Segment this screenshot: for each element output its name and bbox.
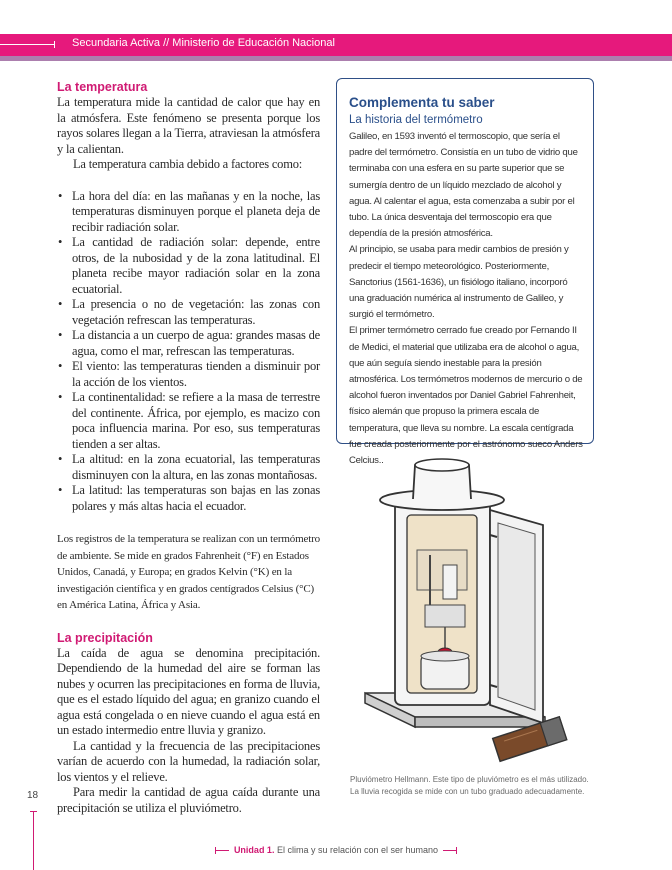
header-title: Secundaria Activa // Ministerio de Educación Nacional bbox=[72, 37, 335, 49]
box-title: Complementa tu saber bbox=[349, 95, 495, 110]
margin-rule-tick bbox=[30, 811, 37, 812]
temperatura-factors-lead: La temperatura cambia debido a factores como: bbox=[73, 157, 303, 171]
main-column bbox=[57, 79, 320, 816]
pluviometer-illustration bbox=[345, 455, 590, 767]
precipitacion-p2: La cantidad y la frecuencia de las precipitaciones varían de acuerdo con la humedad, la radiación solar, los vientos y el relieve. bbox=[57, 738, 320, 784]
margin-rule bbox=[33, 811, 34, 870]
list-item: • La presencia o no de vegetación: las zonas con vegetación refrescan las temperaturas. bbox=[57, 297, 320, 328]
precipitacion-p3: Para medir la cantidad de agua caída durante una precipitación se utiliza el pluviómetro. bbox=[57, 785, 320, 815]
list-item: • La latitud: las temperaturas son bajas en las zonas polares y más altas hacia el ecuador. bbox=[57, 483, 320, 514]
figure-caption: Pluviómetro Hellmann. Este tipo de pluviómetro es el más utilizado. La lluvia recogida se mide con un tubo graduado adecuadamente. bbox=[350, 775, 589, 796]
list-item: • La hora del día: en las mañanas y en la noche, las temperaturas disminuyen porque el planeta deja de recibir radiación solar. bbox=[57, 189, 320, 236]
box-paragraph: Galileo, en 1593 inventó el termoscopio, que sería el padre del termómetro. Consistía en un tubo de vidrio que terminaba con una esfera en su parte superior que se sumergía dentro de un líquido mezclado de alcohol y agua. Al calentar el agua, esta comenzaba a subir por el tubo. La única desventaja del termoscopio era que dependía de la presión atmosférica. bbox=[349, 131, 578, 240]
precipitacion-p1: La caída de agua se denomina precipitación. Dependiendo de la humedad del aire se forman las nubes y ocurren las precipitaciones en forma de lluvia, que es el estado líquido del agua; en granizo cuando el agua está congelada o en nieve cuando el agua está en un estado intermedio entre lluvia y granizo. bbox=[57, 645, 320, 737]
list-item: • El viento: las temperaturas tienden a disminuir por la acción de los vientos. bbox=[57, 359, 320, 390]
box-subtitle: La historia del termómetro bbox=[349, 114, 483, 126]
footer-title: El clima y su relación con el ser humano bbox=[276, 845, 439, 855]
temperatura-registros: Los registros de la temperatura se realizan con un termómetro de ambiente. Se mide en grados Fahrenheit (°F) en Estados Unidos, Canadá, y Europa; en grados Kelvin (°K) en la investigación científica y en grados centígrados Celsius (°C) en América Latina, África y Asia. bbox=[57, 533, 320, 611]
section-title-precipitacion: La precipitación bbox=[57, 630, 153, 645]
footer-unit: Unidad 1. bbox=[233, 845, 275, 855]
header-rule-tick bbox=[54, 41, 55, 48]
header-rule bbox=[0, 44, 54, 45]
box-paragraph: El primer termómetro cerrado fue creado por Fernando II de Medici, el material que utilizaba era de alcohol o agua, que aún seguía siendo inestable para la presión atmosférica. Los termómetros modernos de mercurio o de alcohol fueron inventados por Daniel Gabriel Fahrenheit, físico alemán que propuso la primera escala de temperatura, que lleva su nombre. La escala centígrada fue creada posteriormente por el astrónomo sueco Anders Celcius.. bbox=[349, 325, 583, 467]
page-footer bbox=[0, 845, 672, 855]
footer-rule-right bbox=[443, 850, 457, 851]
section-title-temperatura: La temperatura bbox=[57, 80, 148, 94]
header-underbar bbox=[0, 56, 672, 61]
list-item: • La altitud: en la zona ecuatorial, las temperaturas disminuyen con la altura, en las zonas montañosas. bbox=[57, 452, 320, 483]
factors-list bbox=[57, 189, 320, 515]
footer-rule-left bbox=[215, 850, 229, 851]
temperatura-intro: La temperatura mide la cantidad de calor que hay en la atmósfera. Este fenómeno se presenta porque los rayos solares llegan a la Tierra, atraviesan la atmósfera y la calientan. bbox=[57, 95, 320, 156]
list-item: • La continentalidad: se refiere a la masa de terrestre del continente. África, por ejemplo, es macizo con poca influencia marina. Por eso, sus temperaturas tienden a ser altas. bbox=[57, 390, 320, 452]
box-paragraph: Al principio, se usaba para medir cambios de presión y predecir el tiempo meteorológico. Posteriormente, Sanctorius (1561-1636), un fisiólogo italiano, incorporó una graduación numérica al instrumento de Galileo, y surgió el termómetro. bbox=[349, 244, 569, 321]
page-number: 18 bbox=[27, 790, 39, 801]
complementa-box bbox=[336, 78, 594, 467]
list-item: • La distancia a un cuerpo de agua: grandes masas de agua, como el mar, refrescan las temperaturas. bbox=[57, 328, 320, 359]
list-item: • La cantidad de radiación solar: depende, entre otros, de la nubosidad y de la zona latitudinal. El planeta recibe mayor radiación solar en la zona ecuatorial. bbox=[57, 235, 320, 297]
